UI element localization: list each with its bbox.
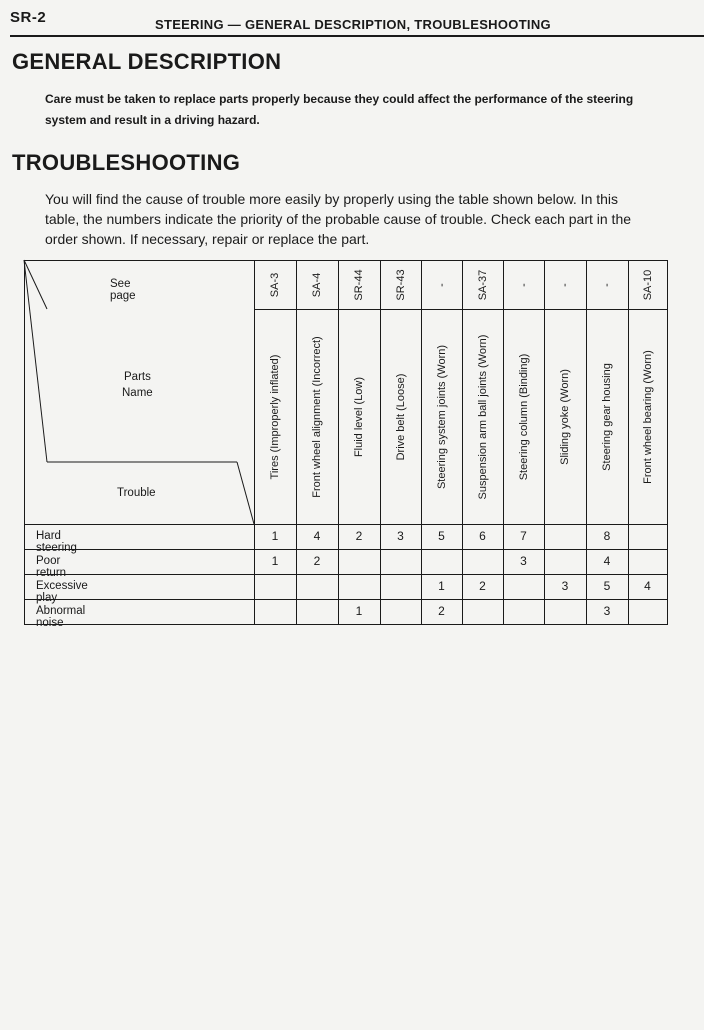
- column-divider: [296, 260, 297, 625]
- column-divider: [667, 260, 668, 625]
- see-page-value: SA-3: [269, 272, 281, 297]
- priority-number: 4: [313, 529, 321, 543]
- priority-number: 5: [438, 529, 445, 543]
- troubleshooting-line: table, the numbers indicate the priority of the probable cause of trouble. Check each part in the: [45, 211, 632, 227]
- table-left-border: [24, 260, 25, 625]
- troubleshooting-line: order shown. If necessary, repair or replace the part.: [45, 231, 370, 247]
- see-page-value: -: [559, 282, 571, 287]
- part-name: Steering system joints (Worn): [435, 344, 448, 489]
- trouble-label: Trouble: [117, 487, 156, 499]
- general-line: Care must be taken to replace parts properly because they could affect the performance of the steering: [45, 92, 634, 106]
- column-divider: [503, 260, 504, 625]
- priority-number: 5: [603, 579, 611, 593]
- row-divider: [24, 524, 668, 525]
- trouble-row-label: Abnormal noise: [36, 605, 86, 629]
- troubleshooting-title: TROUBLESHOOTING: [12, 150, 241, 175]
- row-divider: [24, 624, 668, 625]
- page-id: SR-2: [10, 9, 47, 26]
- priority-number: 6: [479, 529, 486, 543]
- part-name: Front wheel alignment (Incorrect): [311, 335, 323, 498]
- see-page-value: SR-44: [353, 268, 365, 301]
- priority-number: 7: [520, 529, 527, 543]
- part-name: Front wheel bearing (Worn): [641, 349, 654, 484]
- priority-number: 8: [603, 529, 611, 543]
- running-head: STEERING — GENERAL DESCRIPTION, TROUBLESHOOTING: [155, 17, 551, 32]
- priority-number: 1: [271, 554, 279, 568]
- see-page-value: -: [601, 282, 613, 287]
- priority-number: 1: [438, 579, 445, 593]
- priority-number: 3: [603, 604, 611, 618]
- name-label: Name: [122, 387, 153, 399]
- column-divider: [338, 260, 339, 625]
- general-line: system and result in a driving hazard.: [45, 113, 260, 127]
- priority-number: 4: [644, 579, 651, 593]
- part-name: Suspension arm ball joints (Worn): [476, 334, 489, 499]
- trouble-row-label: Excessive play: [36, 580, 88, 604]
- priority-number: 3: [397, 529, 404, 543]
- see-page-label: See page: [110, 278, 136, 302]
- priority-number: 1: [271, 529, 279, 543]
- priority-number: 2: [313, 554, 321, 568]
- column-divider: [254, 260, 255, 625]
- column-divider: [462, 260, 463, 625]
- see-page-value: -: [517, 282, 530, 287]
- part-name: Steering column (Binding): [517, 353, 530, 480]
- see-page-value: SA-37: [476, 269, 489, 300]
- trouble-row-label: Poor return: [36, 555, 67, 579]
- part-name: Tires (Improperly inflated): [269, 354, 281, 479]
- row-divider: [24, 599, 668, 600]
- page-row-divider: [254, 309, 668, 310]
- priority-number: 3: [561, 579, 569, 593]
- column-divider: [628, 260, 629, 625]
- column-divider: [544, 260, 545, 625]
- priority-number: 4: [603, 554, 611, 568]
- part-name: Fluid level (Low): [353, 376, 365, 457]
- see-page-value: SR-43: [394, 268, 407, 301]
- priority-number: 2: [438, 604, 445, 618]
- column-divider: [586, 260, 587, 625]
- see-page-value: -: [435, 282, 448, 287]
- priority-number: 2: [479, 579, 486, 593]
- row-divider: [24, 549, 668, 550]
- table-top-border: [24, 260, 668, 261]
- part-name: Drive belt (Loose): [394, 373, 407, 460]
- priority-number: 1: [355, 604, 363, 618]
- trouble-row-label: Hard steering: [36, 530, 77, 554]
- row-divider: [24, 574, 668, 575]
- troubleshooting-line: You will find the cause of trouble more easily by properly using the table shown below. In this: [45, 191, 619, 207]
- parts-label: Parts: [124, 371, 151, 383]
- see-page-value: SA-10: [641, 269, 654, 300]
- part-name: Sliding yoke (Worn): [559, 368, 571, 465]
- see-page-value: SA-4: [311, 272, 323, 297]
- part-name: Steering gear housing: [601, 362, 613, 471]
- column-divider: [421, 260, 422, 625]
- general-description-title: GENERAL DESCRIPTION: [12, 49, 282, 74]
- priority-number: 3: [520, 554, 527, 568]
- priority-number: 2: [355, 529, 363, 543]
- column-divider: [380, 260, 381, 625]
